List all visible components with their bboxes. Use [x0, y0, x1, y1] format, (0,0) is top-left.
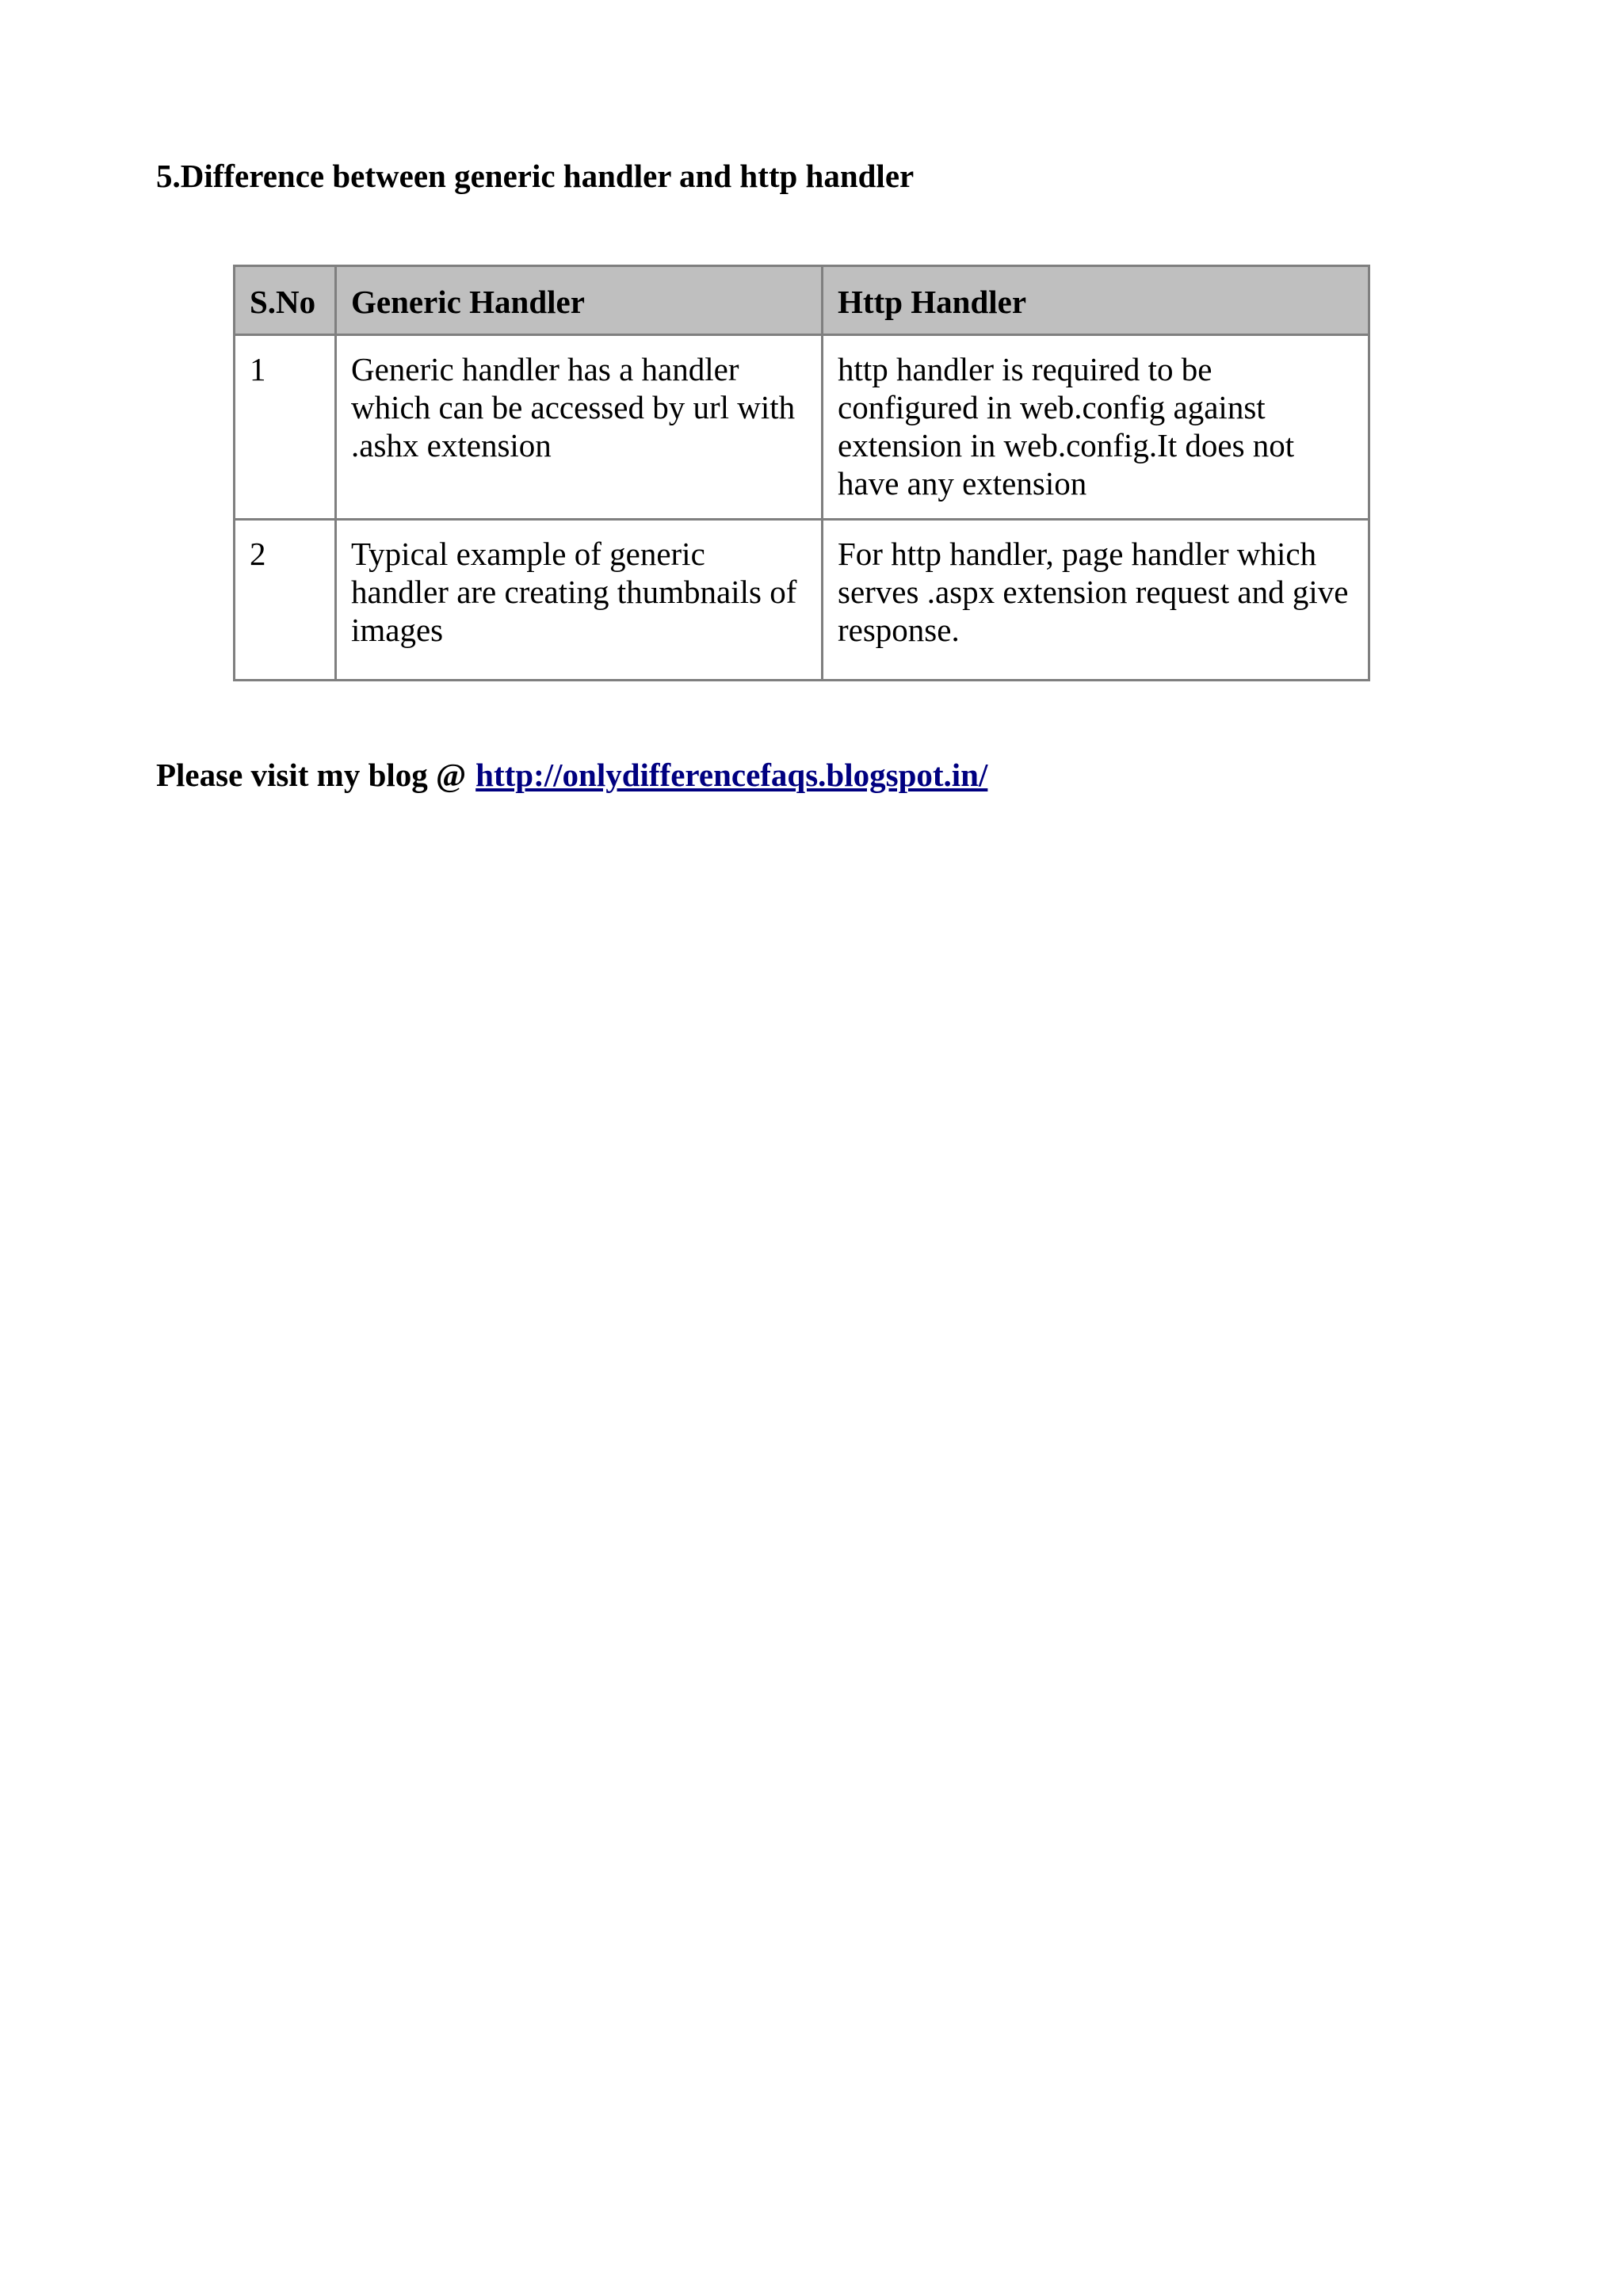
table-header-row [235, 266, 1369, 335]
header-generic-handler: Generic Handler [336, 266, 823, 335]
cell-generic-handler: Generic handler has a handler which can be accessed by url with .ashx extension [336, 335, 823, 520]
blog-link[interactable]: http://onlydifferencefaqs.blogspot.in/ [475, 757, 988, 793]
cell-sno: 2 [235, 520, 336, 681]
cell-http-handler: http handler is required to be configured in web.config against extension in web.config.It does not have any extension [823, 335, 1369, 520]
cell-http-handler: For http handler, page handler which serves .aspx extension request and give response. [823, 520, 1369, 681]
cell-sno: 1 [235, 335, 336, 520]
header-sno: S.No [235, 266, 336, 335]
blog-footer [156, 754, 987, 795]
table-row [235, 335, 1369, 520]
comparison-table [233, 265, 1370, 681]
table-row [235, 520, 1369, 681]
cell-generic-handler: Typical example of generic handler are creating thumbnails of images [336, 520, 823, 681]
page-title: 5.Difference between generic handler and http handler [156, 158, 915, 194]
header-http-handler: Http Handler [823, 266, 1369, 335]
blog-prefix: Please visit my blog @ [156, 757, 467, 793]
